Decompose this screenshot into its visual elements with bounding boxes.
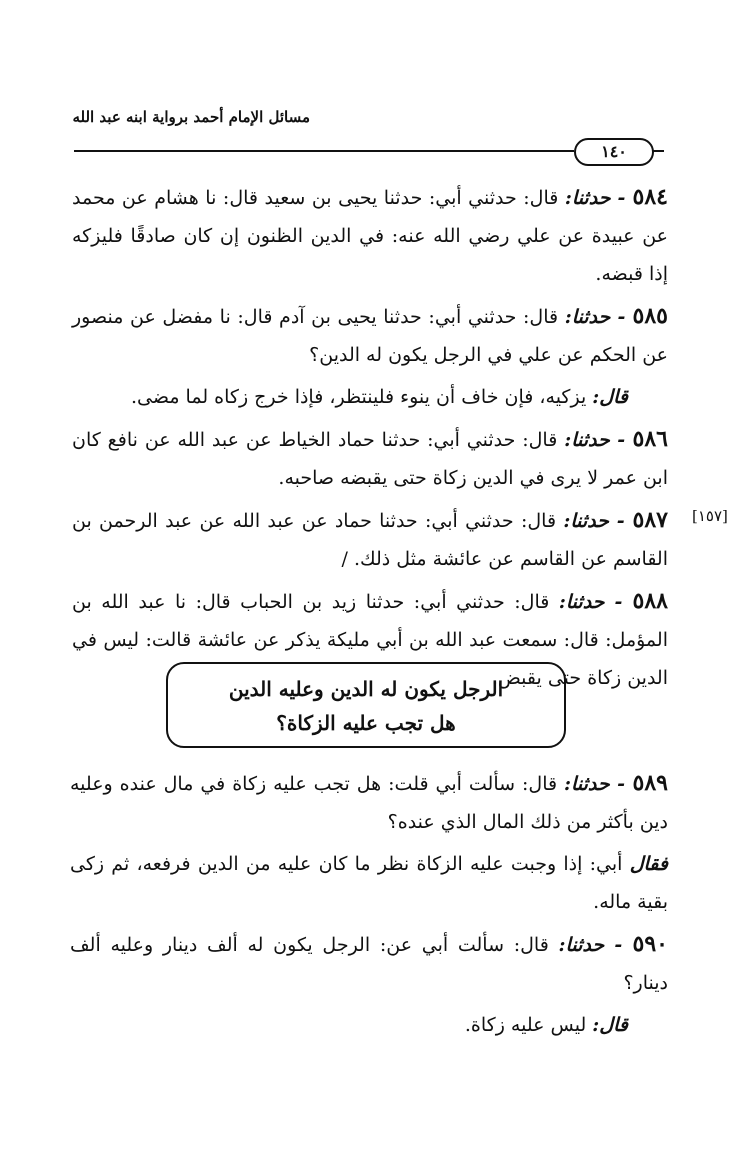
hadith-number: ٥٩٠ xyxy=(632,931,668,957)
text-body-bottom xyxy=(70,764,668,1048)
paragraph: فقال أبي: إذا وجبت عليه الزكاة نظر ما كان عليه من الدين فرفعه، ثم زكى بقية ماله. xyxy=(70,853,668,913)
text-body-top xyxy=(72,178,668,701)
header-rule xyxy=(74,150,574,152)
paragraph: ٥٨٩ - حدثنا: قال: سألت أبي قلت: هل تجب عليه زكاة في مال عنده وعليه دين بأكثر من ذلك المال الذي عنده؟ xyxy=(70,770,668,833)
paragraph: ٥٨٥ - حدثنا: قال: حدثني أبي: حدثنا يحيى بن آدم قال: نا مفضل عن منصور عن الحكم عن علي في الرجل يكون له الدين؟ xyxy=(72,303,668,366)
section-heading-line2: هل تجب عليه الزكاة؟ xyxy=(276,711,456,735)
paragraph: قال: ليس عليه زكاة. xyxy=(464,1014,628,1036)
margin-page-reference: [١٥٧] xyxy=(692,507,728,525)
hadith-number: ٥٨٧ xyxy=(632,507,668,533)
running-header: مسائل الإمام أحمد برواية ابنه عبد الله xyxy=(72,108,310,126)
paragraph: ٥٨٤ - حدثنا: قال: حدثني أبي: حدثنا يحيى بن سعيد قال: نا هشام عن محمد عن عبيدة عن علي رضي الله عنه: في الدين الظنون إن كان صادقًا فليزكه إذا قبضه. xyxy=(72,184,668,285)
paragraph: قال: يزكيه، فإن خاف أن ينوء فلينتظر، فإذا خرج زكاه لما مضى. xyxy=(130,386,628,408)
section-heading-line1: الرجل يكون له الدين وعليه الدين xyxy=(228,677,504,701)
paragraph: ٥٨٧ - حدثنا: قال: حدثني أبي: حدثنا حماد عن عبد الله عن عبد الرحمن بن القاسم عن القاسم عن عائشة مثل ذلك. / xyxy=(72,507,668,570)
paragraph: ٥٨٨ - حدثنا: قال: حدثني أبي: حدثنا زيد بن الحباب قال: نا عبد الله بن المؤمل: قال: سمعت عبد الله بن أبي مليكة يذكر عن عائشة قالت: ليس في الدين زكاة حتى يقبض. xyxy=(72,588,668,689)
hadith-number: ٥٨٨ xyxy=(632,588,668,614)
paragraph: ٥٩٠ - حدثنا: قال: سألت أبي عن: الرجل يكون له ألف دينار وعليه ألف دينار؟ xyxy=(70,931,668,994)
section-heading-box xyxy=(166,662,566,748)
hadith-number: ٥٨٦ xyxy=(632,426,668,452)
paragraph: ٥٨٦ - حدثنا: قال: حدثني أبي: حدثنا حماد الخياط عن عبد الله عن نافع كان ابن عمر لا يرى في الدين زكاة حتى يقبضه صاحبه. xyxy=(72,426,668,489)
hadith-number: ٥٨٤ xyxy=(632,184,668,210)
hadith-number: ٥٨٥ xyxy=(632,303,668,329)
page-number: ١٤٠ xyxy=(574,138,654,166)
hadith-number: ٥٨٩ xyxy=(632,770,668,796)
